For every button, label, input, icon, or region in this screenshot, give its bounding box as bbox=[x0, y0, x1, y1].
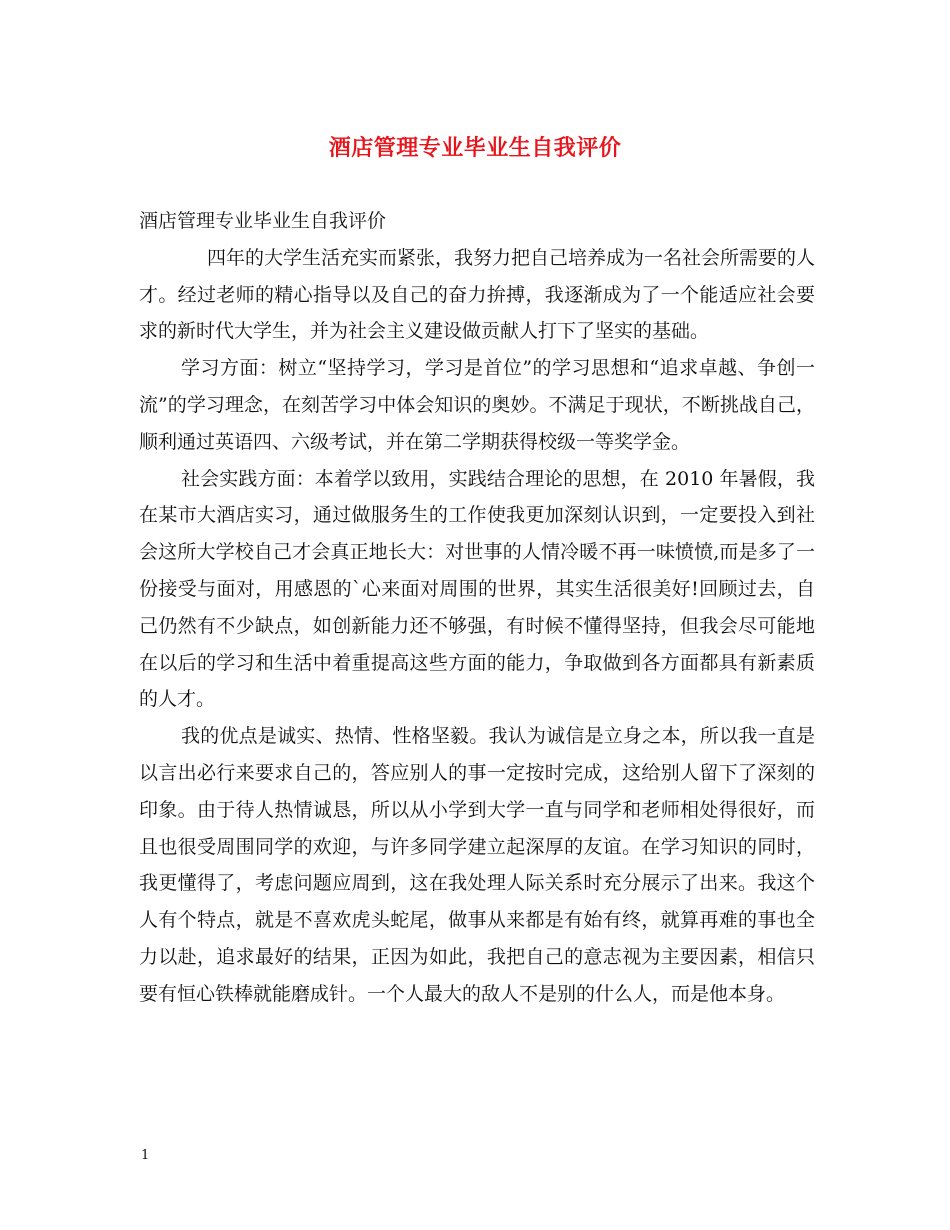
paragraph-intro: 四年的大学生活充实而紧张，我努力把自己培养成为一名社会所需要的人才。经过老师的精心指导以及自己的奋力拚搏，我逐渐成为了一个能适应社会要求的新时代大学生，并为社会主义建设做贡献人打下了坚实的基础。 bbox=[139, 246, 816, 343]
document-subtitle: 酒店管理专业毕业生自我评价 bbox=[139, 210, 387, 232]
paragraph-strengths: 我的优点是诚实、热情、性格坚毅。我认为诚信是立身之本，所以我一直是以言出必行来要求自己的，答应别人的事一定按时完成，这给别人留下了深刻的印象。由于待人热情诚恳，所以从小学到大学一直与同学和老师相处得很好，而且也很受周围同学的欢迎，与许多同学建立起深厚的友谊。在学习知识的同时，我更懂得了，考虑问题应周到，这在我处理人际关系时充分展示了出来。我这个人有个特点，就是不喜欢虎头蛇尾，做事从来都是有始有终，就算再难的事也全力以赴，追求最好的结果，正因为如此，我把自己的意志视为主要因素，相信只要有恒心铁棒就能磨成针。一个人最大的敌人不是别的什么人，而是他本身。 bbox=[139, 725, 815, 1005]
paragraph-study: 学习方面：树立“坚持学习，学习是首位”的学习思想和“追求卓越、争创一流”的学习理念，在刻苦学习中体会知识的奥妙。不满足于现状，不断挑战自己，顺利通过英语四、六级考试，并在第二学期获得校级一等奖学金。 bbox=[139, 357, 815, 453]
document-body bbox=[139, 203, 815, 1013]
paragraph-social-practice: 社会实践方面：本着学以致用，实践结合理论的思想，在 2010 年暑假，我在某市大酒店实习，通过做服务生的工作使我更加深刻认识到，一定要投入到社会这所大学校自己才会真正地长大：对世事的人情冷暖不再一味愤愤,而是多了一份接受与面对，用感恩的`心来面对周围的世界，其实生活很美好!回顾过去，自己仍然有不少缺点，如创新能力还不够强，有时候不懂得坚持，但我会尽可能地在以后的学习和生活中着重提高这些方面的能力，争取做到各方面都具有新素质的人才。 bbox=[139, 467, 815, 711]
page-number: 1 bbox=[141, 1148, 150, 1163]
document-title: 酒店管理专业毕业生自我评价 bbox=[328, 135, 622, 161]
